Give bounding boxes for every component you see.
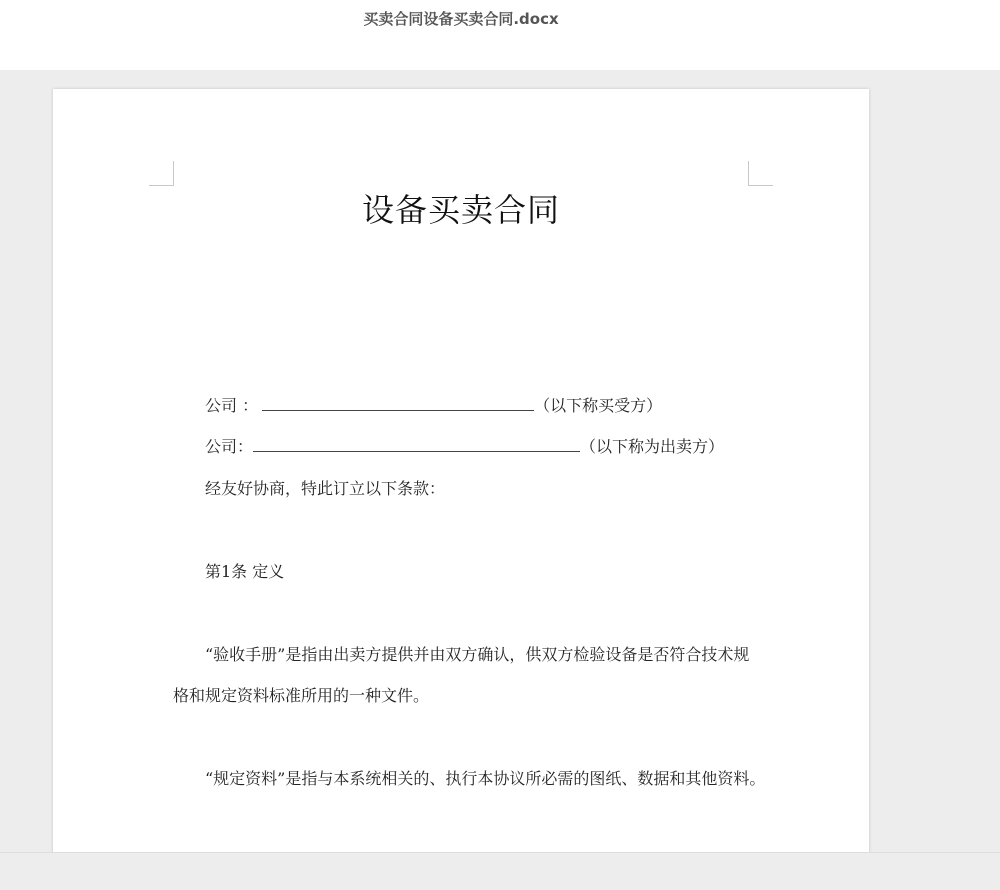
article-1-heading: 第1条 定义	[205, 562, 285, 581]
buyer-label: 公司 ：	[205, 396, 259, 415]
buyer-blank	[262, 396, 534, 411]
document-heading: 设备买卖合同	[361, 191, 560, 229]
document-viewport[interactable]	[0, 70, 1000, 852]
seller-suffix: （以下称为出卖方）	[580, 437, 725, 456]
definition-1-line-2: 格和规定资料标准所用的一种文件。	[173, 686, 430, 705]
definition-1-line-1: “验收手册”是指由出卖方提供并由双方确认，供双方检验设备是否符合技术规	[205, 645, 750, 664]
intro-paragraph: 经友好协商，特此订立以下条款：	[205, 479, 446, 498]
definition-2: “规定资料”是指与本系统相关的、执行本协议所必需的图纸、数据和其他资料。	[205, 769, 766, 788]
margin-corner-top-left	[149, 161, 174, 186]
buyer-suffix: （以下称买受方）	[534, 396, 663, 415]
seller-label: 公司：	[205, 437, 254, 456]
margin-corner-top-right	[748, 161, 773, 186]
seller-blank	[253, 437, 580, 452]
seller-line	[205, 434, 724, 457]
status-bar	[0, 852, 1000, 890]
buyer-line	[205, 393, 662, 416]
document-page	[53, 89, 869, 852]
document-filename: 买卖合同设备买卖合同.docx	[363, 10, 559, 28]
title-bar	[0, 0, 1000, 70]
